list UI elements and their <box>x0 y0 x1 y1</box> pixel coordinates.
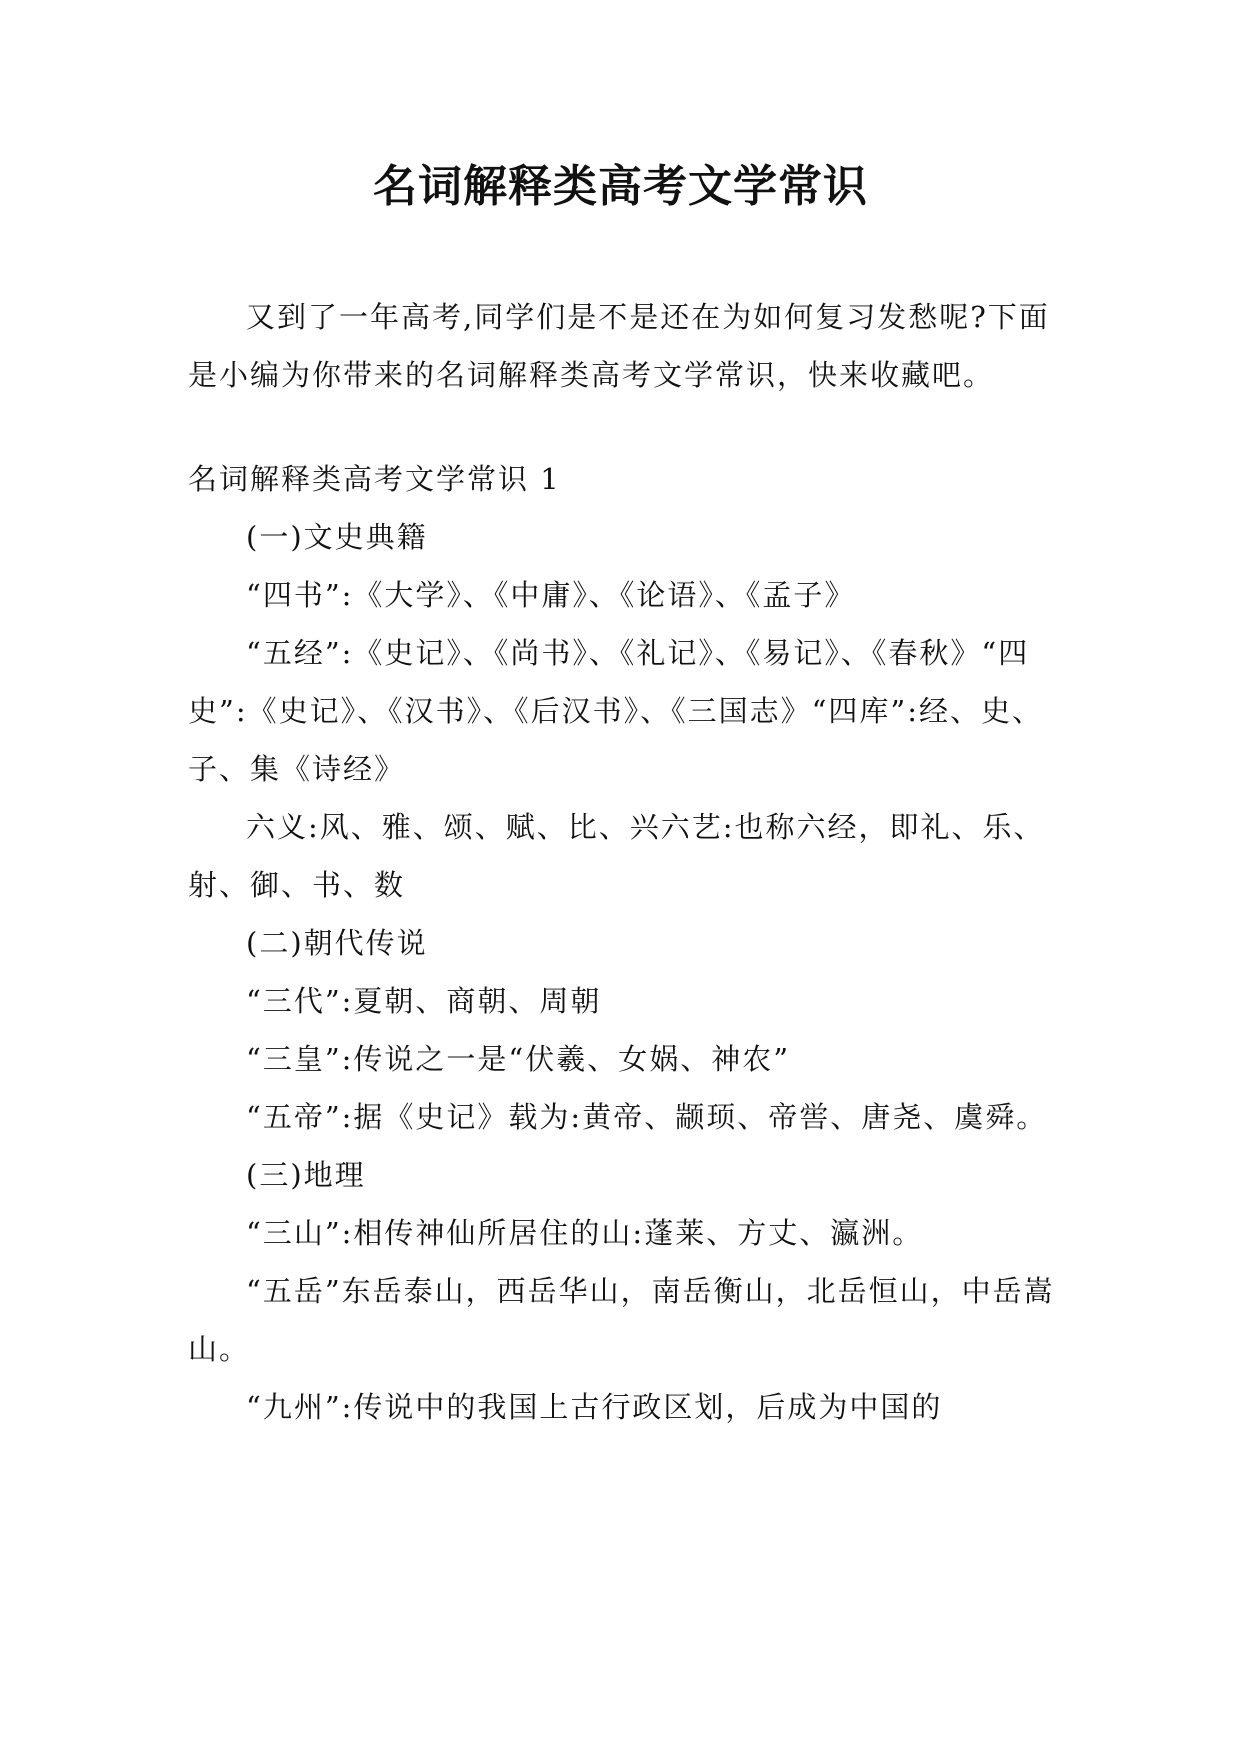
document-body <box>188 288 1068 1436</box>
paragraph-liuyi: 六义:风、雅、颂、赋、比、兴六艺:也称六经，即礼、乐、射、御、书、数 <box>188 810 1045 902</box>
section-heading: 名词解释类高考文学常识 1 <box>188 462 561 496</box>
subheading-texts: (一)文史典籍 <box>246 520 428 554</box>
paragraph-wujing: “五经”:《史记》、《尚书》、《礼记》、《易记》、《春秋》“四史”:《史记》、《汉书》、《后汉书》、《三国志》“四库”:经、史、子、集《诗经》 <box>188 636 1044 786</box>
paragraph-wuyue: “五岳”东岳泰山，西岳华山，南岳衡山，北岳恒山，中岳嵩山。 <box>188 1274 1055 1366</box>
paragraph-sanshan: “三山”:相传神仙所居住的山:蓬莱、方丈、瀛洲。 <box>246 1216 924 1250</box>
document-title: 名词解释类高考文学常识 <box>373 161 868 212</box>
paragraph-sishu: “四书”:《大学》、《中庸》、《论语》、《孟子》 <box>246 578 856 612</box>
subheading-geography: (三)地理 <box>246 1158 366 1192</box>
paragraph-sanhuang: “三皇”:传说之一是“伏羲、女娲、神农” <box>246 1042 791 1076</box>
paragraph-sandai: “三代”:夏朝、商朝、周朝 <box>246 984 602 1018</box>
paragraph-wudi: “五帝”:据《史记》载为:黄帝、颛顼、帝喾、唐尧、虞舜。 <box>246 1100 1048 1134</box>
paragraph-gap <box>188 404 1068 450</box>
subheading-dynasties: (二)朝代传说 <box>246 926 428 960</box>
paragraph-jiuzhou: “九州”:传说中的我国上古行政区划，后成为中国的 <box>246 1390 943 1424</box>
intro-paragraph: 又到了一年高考,同学们是不是还在为如何复习发愁呢?下面是小编为你带来的名词解释类高考文学常识，快来收藏吧。 <box>188 300 1050 392</box>
